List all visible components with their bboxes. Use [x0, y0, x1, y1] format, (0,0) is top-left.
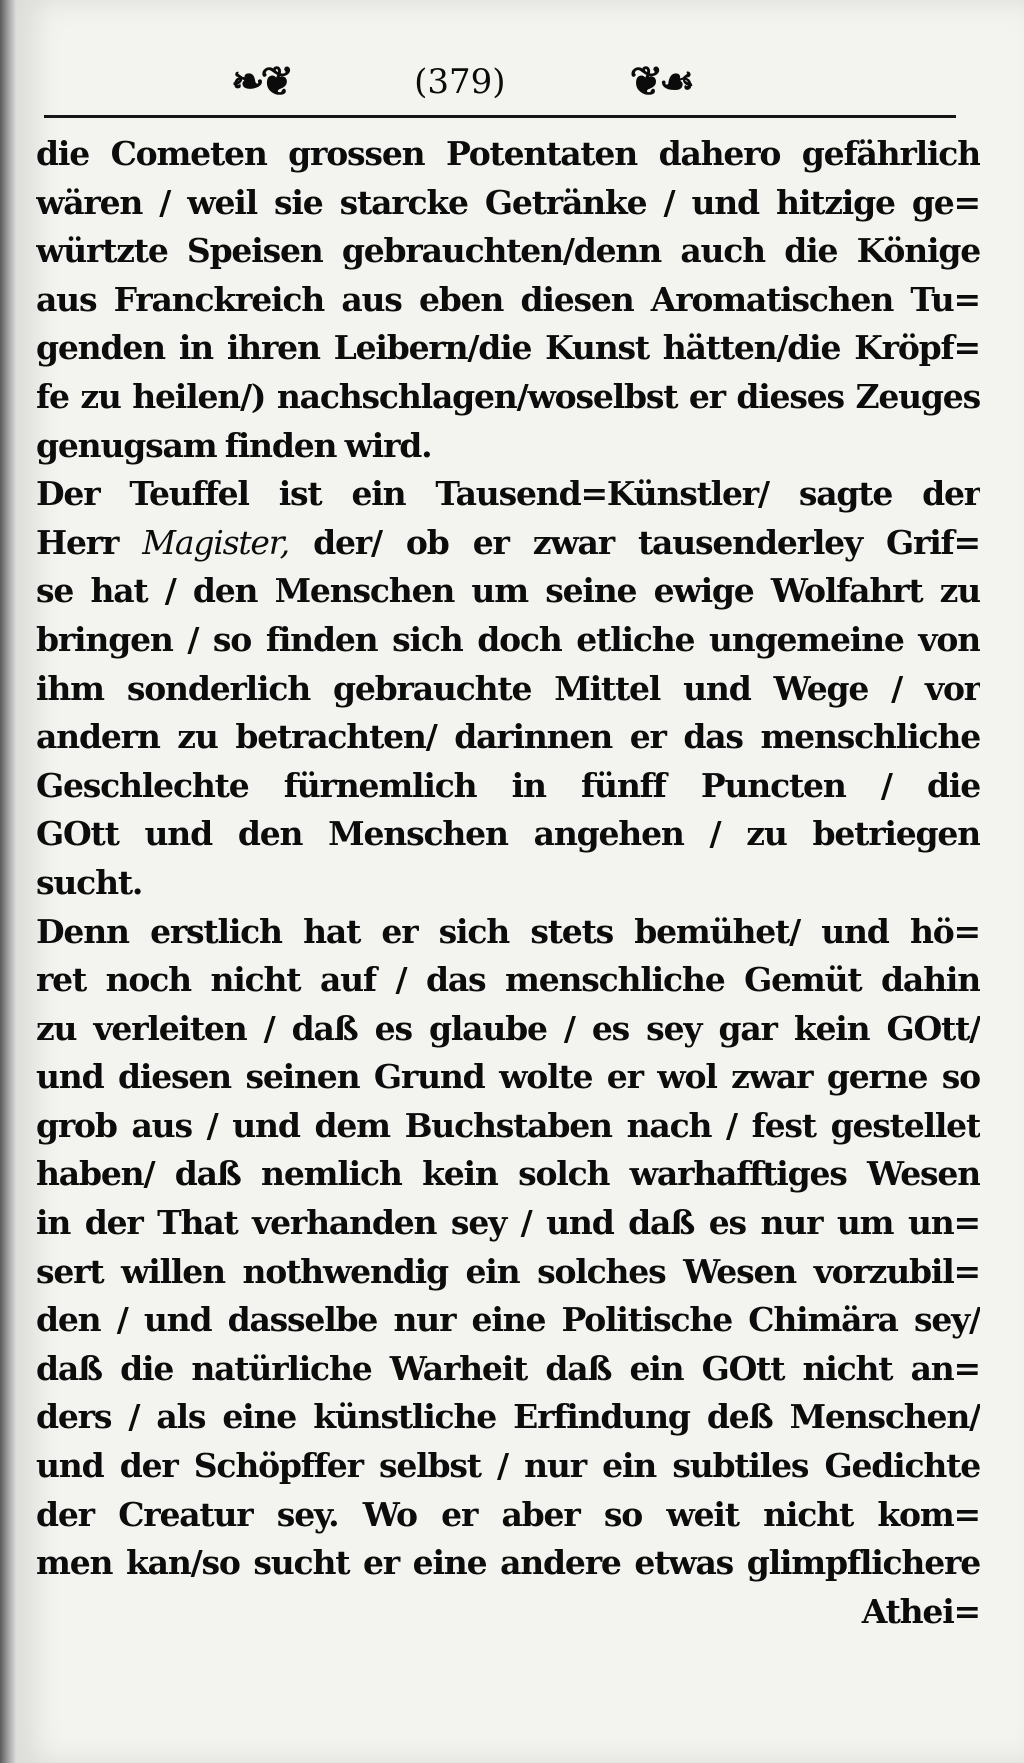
text-line: Denn erstlich hat er sich stets bemühet/ und hö=: [36, 911, 980, 951]
page-header: [231, 52, 691, 112]
book-page: [16, 0, 1024, 1763]
text-line: men kan/so sucht er eine andere etwas glimpflichere: [36, 1543, 980, 1583]
text-line: Der Teuffel ist ein Tausend=Künstler/ sagte der: [36, 474, 980, 514]
text-line: daß die natürliche Warheit daß ein GOtt nicht an=: [36, 1348, 980, 1388]
right-ornament-icon: ❦☙: [629, 58, 691, 105]
text-line: in der That verhanden sey / und daß es nur um un=: [36, 1203, 980, 1243]
text-line: sucht.: [36, 862, 143, 902]
text-line: genden in ihren Leibern/die Kunst hätten/die Kröpf=: [36, 328, 980, 368]
catchword: Athei=: [861, 1591, 980, 1631]
text-line: ihm sonderlich gebrauchte Mittel und Wege / vor: [36, 668, 980, 708]
text-line: genugsam finden wird.: [36, 425, 432, 465]
text-line: Geschlechte fürnemlich in fünff Puncten / die: [36, 765, 980, 805]
text-line: [36, 519, 980, 568]
text-line: se hat / den Menschen um seine ewige Wolfahrt zu: [36, 571, 980, 611]
text-line: bringen / so finden sich doch etliche ungemeine von: [36, 619, 980, 659]
text-line: sert willen nothwendig ein solches Wesen vorzubil=: [36, 1251, 980, 1291]
text-line: würtzte Speisen gebrauchten/denn auch die Könige: [36, 231, 980, 271]
text-line: GOtt und den Menschen angehen / zu betriegen: [36, 814, 980, 854]
header-rule: [44, 115, 956, 118]
text-line: den / und dasselbe nur eine Politische Chimära sey/: [36, 1300, 980, 1340]
text-line: wären / weil sie starcke Getränke / und hitzige ge=: [36, 182, 980, 222]
italic-word: Magister,: [142, 522, 289, 562]
page-number: (379): [414, 62, 506, 102]
text-line: haben/ daß nemlich kein solch warhafftiges Wesen: [36, 1154, 980, 1194]
text-line: ders / als eine künstliche Erfindung deß Menschen/: [36, 1397, 980, 1437]
text-line: ret noch nicht auf / das menschliche Gemüt dahin: [36, 960, 980, 1000]
body-text: [36, 130, 980, 1636]
text-line: die Cometen grossen Potentaten dahero gefährlich: [36, 134, 980, 173]
text-line: fe zu heilen/) nachschlagen/woselbst er dieses Zeuges: [36, 376, 980, 416]
text-line: andern zu betrachten/ darinnen er das menschliche: [36, 717, 980, 757]
text-line: und der Schöpffer selbst / nur ein subtiles Gedichte: [36, 1446, 980, 1486]
text-line: grob aus / und dem Buchstaben nach / fest gestellet: [36, 1105, 980, 1145]
scan-edge: [0, 0, 16, 1763]
text-line: zu verleiten / daß es glaube / es sey gar kein GOtt/: [36, 1008, 980, 1048]
left-ornament-icon: ❧❦: [231, 58, 291, 105]
text-line: aus Franckreich aus eben diesen Aromatischen Tu=: [36, 279, 980, 319]
text-fragment: Herr: [36, 522, 119, 562]
text-fragment: der/ ob er zwar tausenderley Grif=: [313, 522, 980, 562]
text-line: und diesen seinen Grund wolte er wol zwar gerne so: [36, 1057, 980, 1097]
text-line: der Creatur sey. Wo er aber so weit nicht kom=: [36, 1494, 980, 1534]
